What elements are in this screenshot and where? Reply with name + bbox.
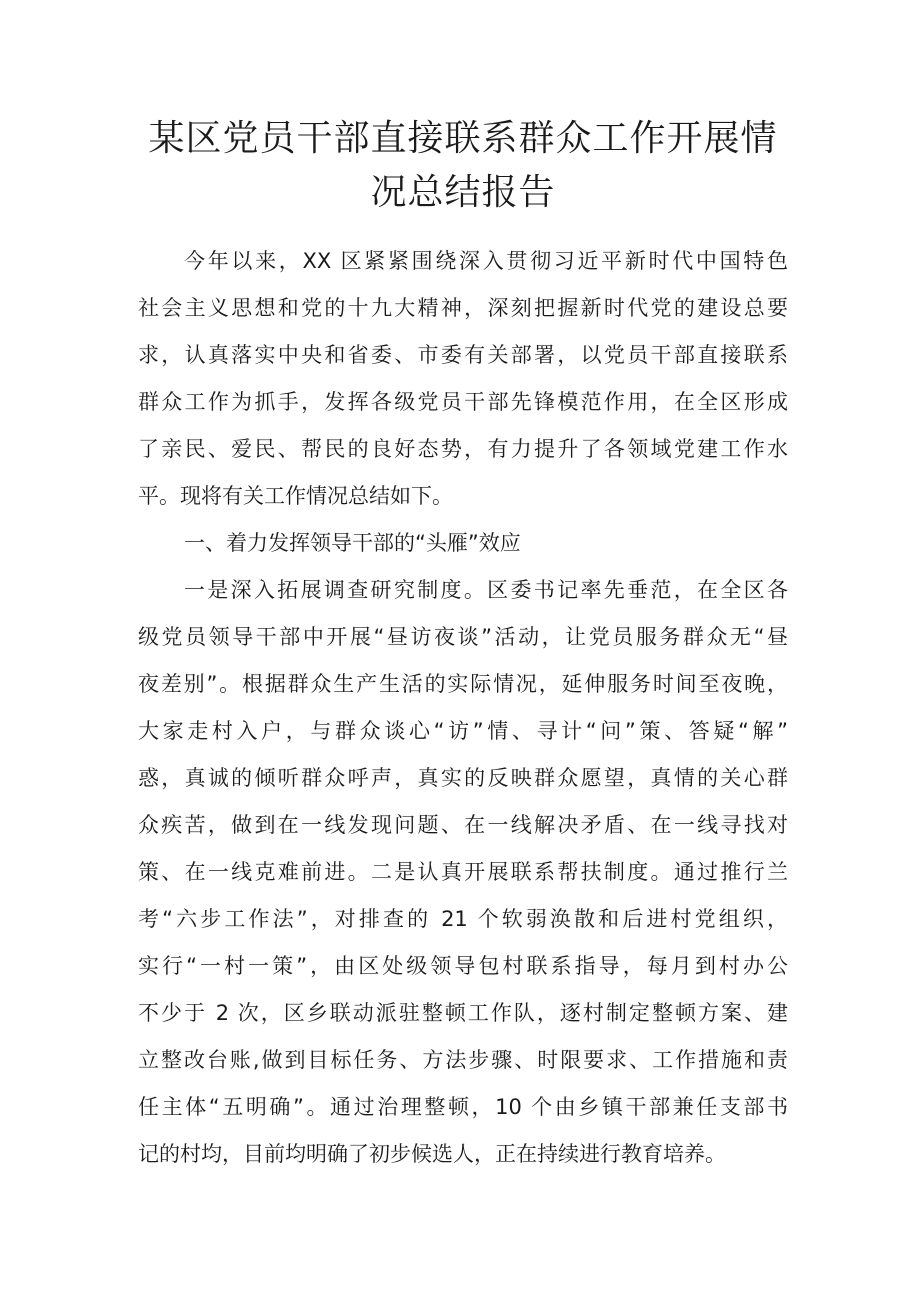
text-line: 记的村均，目前均明确了初步候选人，正在持续进行教育培养。 [138, 1142, 726, 1166]
text-line: 立整改台账,做到目标任务、方法步骤、时限要求、工作措施和责 [138, 1048, 788, 1072]
text-line: 实行“一村一策”，由区处级领导包村联系指导，每月到村办公 [138, 954, 788, 978]
text-line: 平。现将有关工作情况总结如下。 [138, 484, 453, 508]
text-line: 策、在一线克难前进。二是认真开展联系帮扶制度。通过推行兰 [138, 860, 788, 884]
document-body [138, 238, 788, 1178]
title-line-2: 况总结报告 [370, 172, 556, 213]
text-line: 群众工作为抓手，发挥各级党员干部先锋模范作用，在全区形成 [138, 390, 788, 414]
text-line: 一是深入拓展调查研究制度。区委书记率先垂范，在全区各 [184, 578, 788, 602]
text-line: 求，认真落实中央和省委、市委有关部署，以党员干部直接联系 [138, 343, 788, 367]
text-line: 考“六步工作法”，对排查的 21 个软弱涣散和后进村党组织， [138, 907, 788, 931]
title-line-1: 某区党员干部直接联系群众工作开展情 [148, 118, 778, 159]
text-line: 今年以来，XX 区紧紧围绕深入贯彻习近平新时代中国特色 [184, 249, 788, 273]
text-line: 众疾苦，做到在一线发现问题、在一线解决矛盾、在一线寻找对 [138, 813, 788, 837]
text-line: 大家走村入户，与群众谈心“访”情、寻计“问”策、答疑“解” [138, 719, 788, 743]
text-line: 级党员领导干部中开展“昼访夜谈”活动，让党员服务群众无“昼 [138, 625, 788, 649]
document-title [138, 112, 788, 220]
text-line: 惑，真诚的倾听群众呼声，真实的反映群众愿望，真情的关心群 [138, 766, 788, 790]
text-line: 任主体“五明确”。通过治理整顿，10 个由乡镇干部兼任支部书 [138, 1095, 788, 1119]
section-heading: 一、着力发挥领导干部的“头雁”效应 [184, 531, 521, 555]
text-line: 夜差别”。根据群众生产生活的实际情况，延伸服务时间至夜晚， [138, 672, 788, 696]
text-line: 社会主义思想和党的十九大精神，深刻把握新时代党的建设总要 [138, 296, 788, 320]
text-line: 了亲民、爱民、帮民的良好态势，有力提升了各领域党建工作水 [138, 437, 788, 461]
text-line: 不少于 2 次，区乡联动派驻整顿工作队，逐村制定整顿方案、建 [138, 1001, 788, 1025]
